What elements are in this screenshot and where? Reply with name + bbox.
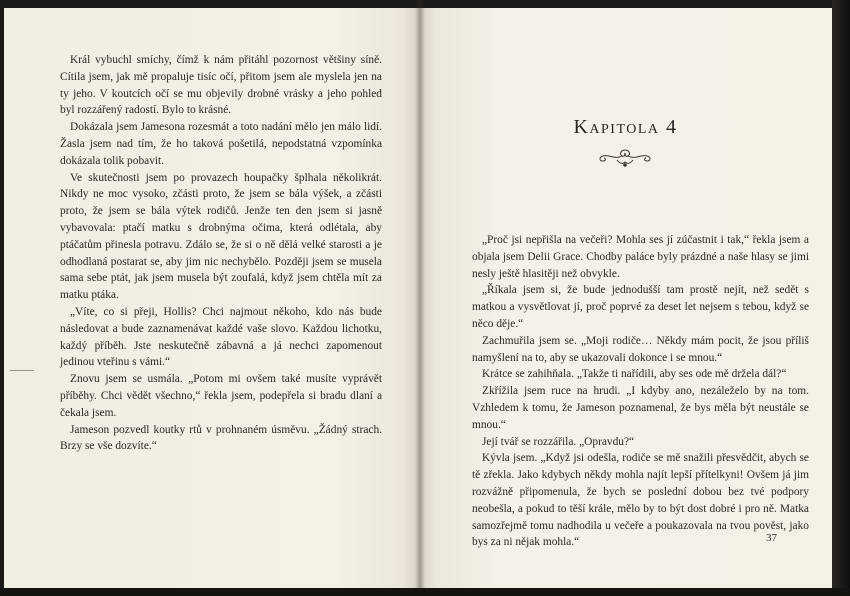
paragraph: „Víte, co si přeji, Hollis? Chci najmout někoho, kdo nás bude následovat a bude zaznamenávat každé vaše slovo. Každou lichotku, každý příběh. Jste neskutečně zábavná a já nechci zapomenout jedinou vteřinu s vámi.“ [60, 305, 382, 369]
paragraph: Ve skutečnosti jsem po provazech houpačky šplhala několikrát. Nikdy ne moc vysoko, zčásti proto, že jsem se bála výšek, a zčásti proto, že jsem se bála výtek rodičů. Jenže ten den jsem si jasně vybavovala: ptačí matku s drobnýma očima, která odlétala, aby ptáčatům přinesla potravu. Zdálo se, že si o ně dělá velké starosti a je odhodlaná postarat se, aby jim nic nechybělo. Později jsem se musela sama sebe ptát, jak jsem musela být zoufalá, když jsem chtěla mít za matku ptáka. [60, 171, 382, 302]
scroll-flourish-icon [595, 146, 655, 168]
right-page-text [472, 232, 809, 551]
paragraph: „Proč jsi nepřišla na večeři? Mohla ses jí zúčastnit i tak,“ řekla jsem a objala jsem Delii Grace. Chodby paláce byly prázdné a naše hlasy se jimi nesly ještě hlasitěji než obvykle. [472, 234, 809, 280]
paragraph: Zachmuřila jsem se. „Moji rodiče… Někdy mám pocit, že jsou příliš namyšlení na to, aby se ukazovali dokonce i se mnou.“ [472, 334, 809, 364]
book-spine [415, 0, 425, 596]
paragraph: Krátce se zahihňala. „Takže ti nařídili, aby ses ode mě držela dál?“ [482, 368, 787, 381]
paragraph: Jameson pozvedl koutky rtů v prohnaném úsměvu. „Žádný strach. Brzy se vše dozvíte.“ [60, 423, 382, 453]
page-edge [832, 0, 850, 596]
paragraph: Její tvář se rozzářila. „Opravdu?“ [482, 435, 635, 448]
paragraph: Dokázala jsem Jamesona rozesmát a toto nadání mělo jen málo lidí. Žasla jsem nad tím, že ho taková pošetilá, nepodstatná vzpomínka dokázala tolik pobavit. [60, 121, 382, 167]
pencil-mark [10, 370, 34, 371]
paragraph: Zkřížila jsem ruce na hrudi. „I kdyby ano, nezáleželo by na tom. Vzhledem k tomu, že Jameson poznamenal, že bys měla být neustále se mnou.“ [472, 385, 809, 431]
paragraph: Znovu jsem se usmála. „Potom mi ovšem také musíte vyprávět příběhy. Chci vědět všechno,“ řekla jsem, podepřela si bradu dlaní a čekala jsem. [60, 373, 382, 419]
paragraph: Král vybuchl smíchy, čímž k nám přitáhl pozornost většiny síně. Cítila jsem, jak mě propaluje tisíc očí, přitom jsem ale myslela jen na ty jeho. V koutcích očí se mu objevily drobné vrásky a jeho pohled byl rozzářený radostí. Bylo to krásné. [60, 54, 382, 117]
left-page [4, 8, 419, 590]
page-number: 37 [766, 532, 777, 544]
paragraph: „Říkala jsem si, že bude jednodušší tam prostě nejít, než sedět s matkou a vysvětlovat jí, proč poprvé za deset let nejsem s tebou, když se něco děje.“ [472, 284, 809, 330]
right-page [419, 8, 832, 590]
paragraph: Kývla jsem. „Když jsi odešla, rodiče se mě snažili přesvědčit, abych se tě zřekla. Jako kdybych někdy mohla najít lepší přítelkyni! Ovšem já jim rozvážně připomenula, že bych se poslední dobou bez tvé podpory neobešla, a pokud to těší krále, mělo by to být dost dobré i pro ně. Matka samozřejmě tomu nadhodila u večeře a poukazovala na tvou pověst, jako bys za ni nějak mohla.“ [472, 452, 809, 549]
scan-border [0, 588, 850, 596]
chapter-title: Kapitola 4 [573, 116, 678, 138]
left-page-text [60, 52, 382, 455]
